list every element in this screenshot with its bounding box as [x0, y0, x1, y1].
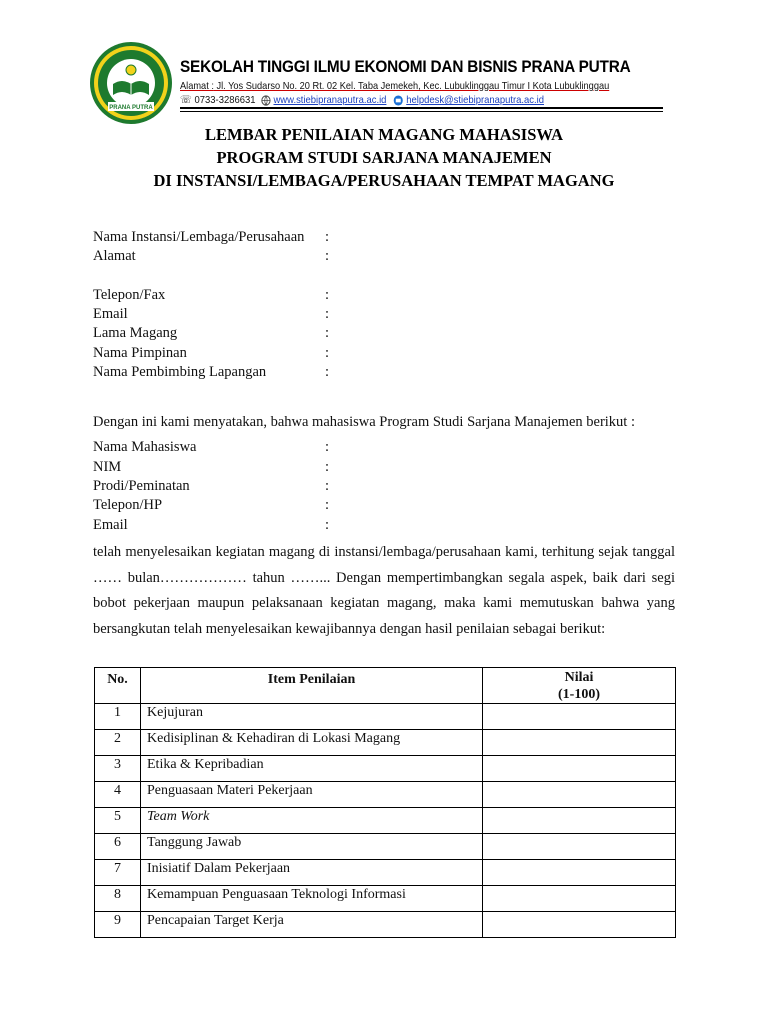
field-label-internship-duration: Lama Magang [93, 325, 178, 341]
address-label: Alamat : [180, 80, 214, 92]
table-row [95, 912, 676, 938]
field-colon: : [325, 497, 330, 513]
table-row [95, 730, 676, 756]
document-title-line1: LEMBAR PENILAIAN MAGANG MAHASISWA [205, 125, 563, 144]
row-number: 8 [95, 886, 141, 912]
address-line [180, 80, 609, 92]
header-value-range: (1-100) [558, 687, 600, 702]
row-number: 6 [95, 834, 141, 860]
row-number: 3 [95, 756, 141, 782]
field-colon: : [325, 364, 330, 380]
field-label-nim: NIM [93, 459, 122, 475]
score-cell[interactable] [483, 808, 676, 834]
row-item: Inisiatif Dalam Pekerjaan [141, 860, 483, 886]
score-cell[interactable] [483, 730, 676, 756]
field-colon: : [325, 248, 330, 264]
row-number: 9 [95, 912, 141, 938]
score-cell[interactable] [483, 860, 676, 886]
field-label-student-phone: Telepon/HP [93, 497, 163, 513]
row-item: Etika & Kepribadian [141, 756, 483, 782]
table-header-row [95, 668, 676, 704]
row-item: Kemampuan Penguasaan Teknologi Informasi [141, 886, 483, 912]
score-cell[interactable] [483, 912, 676, 938]
row-number: 4 [95, 782, 141, 808]
table-row [95, 782, 676, 808]
row-number: 1 [95, 704, 141, 730]
header-item: Item Penilaian [141, 668, 483, 704]
intro-statement: Dengan ini kami menyatakan, bahwa mahasiswa Program Studi Sarjana Manajemen berikut : [93, 414, 635, 430]
header-value-label: Nilai [564, 670, 594, 685]
table-row [95, 704, 676, 730]
field-colon: : [325, 287, 330, 303]
completion-statement: telah menyelesaikan kegiatan magang di instansi/lembaga/perusahaan kami, terhitung sejak tanggal …… bulan……………… tahun ……... Dengan mempertimbangkan segala aspek, baik dari segi bobot pekerjaan maupun pelaksanaan kegiatan magang, maka kami memutuskan bahwa yang bersangkutan telah menyelesaikan kewajibannya dengan hasil penilaian sebagai berikut: [93, 544, 675, 637]
document-title-line3: DI INSTANSI/LEMBAGA/PERUSAHAAN TEMPAT MAGANG [153, 171, 615, 190]
field-label-phone-fax: Telepon/Fax [93, 287, 166, 303]
row-item: Team Work [141, 808, 483, 834]
row-item: Kejujuran [141, 704, 483, 730]
school-name: SEKOLAH TINGGI ILMU EKONOMI DAN BISNIS PRANA PUTRA [180, 58, 631, 76]
score-cell[interactable] [483, 756, 676, 782]
assessment-table [94, 667, 676, 938]
header-no: No. [95, 668, 141, 704]
field-label-leader-name: Nama Pimpinan [93, 345, 187, 361]
field-label-study-program: Prodi/Peminatan [93, 478, 190, 494]
field-colon: : [325, 325, 330, 341]
table-row [95, 886, 676, 912]
row-item: Penguasaan Materi Pekerjaan [141, 782, 483, 808]
phone-icon: ☏ [180, 94, 192, 106]
row-number: 7 [95, 860, 141, 886]
field-label-email: Email [93, 306, 128, 322]
phone-number: 0733-3286631 [194, 94, 256, 106]
field-colon: : [325, 229, 330, 245]
field-colon: : [325, 517, 330, 533]
field-colon: : [325, 439, 330, 455]
college-logo [88, 40, 174, 126]
header-value [483, 668, 676, 704]
header-rule-thick [180, 107, 663, 109]
field-colon: : [325, 478, 330, 494]
field-label-student-email: Email [93, 517, 128, 533]
row-item: Tanggung Jawab [141, 834, 483, 860]
row-number: 2 [95, 730, 141, 756]
table-row [95, 808, 676, 834]
logo-text: PRANA PUTRA [109, 105, 153, 111]
row-item: Pencapaian Target Kerja [141, 912, 483, 938]
address-text: Jl. Yos Sudarso No. 20 Rt. 02 Kel. Taba Jemekeh, Kec. Lubuklinggau Timur I Kota Lubuklinggau [213, 80, 610, 92]
field-label-field-supervisor: Nama Pembimbing Lapangan [93, 364, 267, 380]
score-cell[interactable] [483, 704, 676, 730]
field-colon: : [325, 459, 330, 475]
document-title-line2: PROGRAM STUDI SARJANA MANAJEMEN [216, 148, 552, 167]
table-row [95, 756, 676, 782]
row-number: 5 [95, 808, 141, 834]
email-link[interactable]: helpdesk@stiebipranaputra.ac.id [406, 94, 545, 106]
email-icon [394, 95, 404, 106]
table-row [95, 860, 676, 886]
field-colon: : [325, 345, 330, 361]
header-rule-thin [180, 111, 663, 112]
field-label-institution-name: Nama Instansi/Lembaga/Perusahaan [93, 229, 305, 245]
score-cell[interactable] [483, 886, 676, 912]
field-label-student-name: Nama Mahasiswa [93, 439, 197, 455]
score-cell[interactable] [483, 782, 676, 808]
score-cell[interactable] [483, 834, 676, 860]
website-link[interactable]: www.stiebipranaputra.ac.id [273, 94, 387, 106]
table-row [95, 834, 676, 860]
contact-line [180, 94, 551, 106]
globe-icon [261, 95, 271, 106]
row-item: Kedisiplinan & Kehadiran di Lokasi Magang [141, 730, 483, 756]
field-label-address: Alamat [93, 248, 136, 264]
field-colon: : [325, 306, 330, 322]
